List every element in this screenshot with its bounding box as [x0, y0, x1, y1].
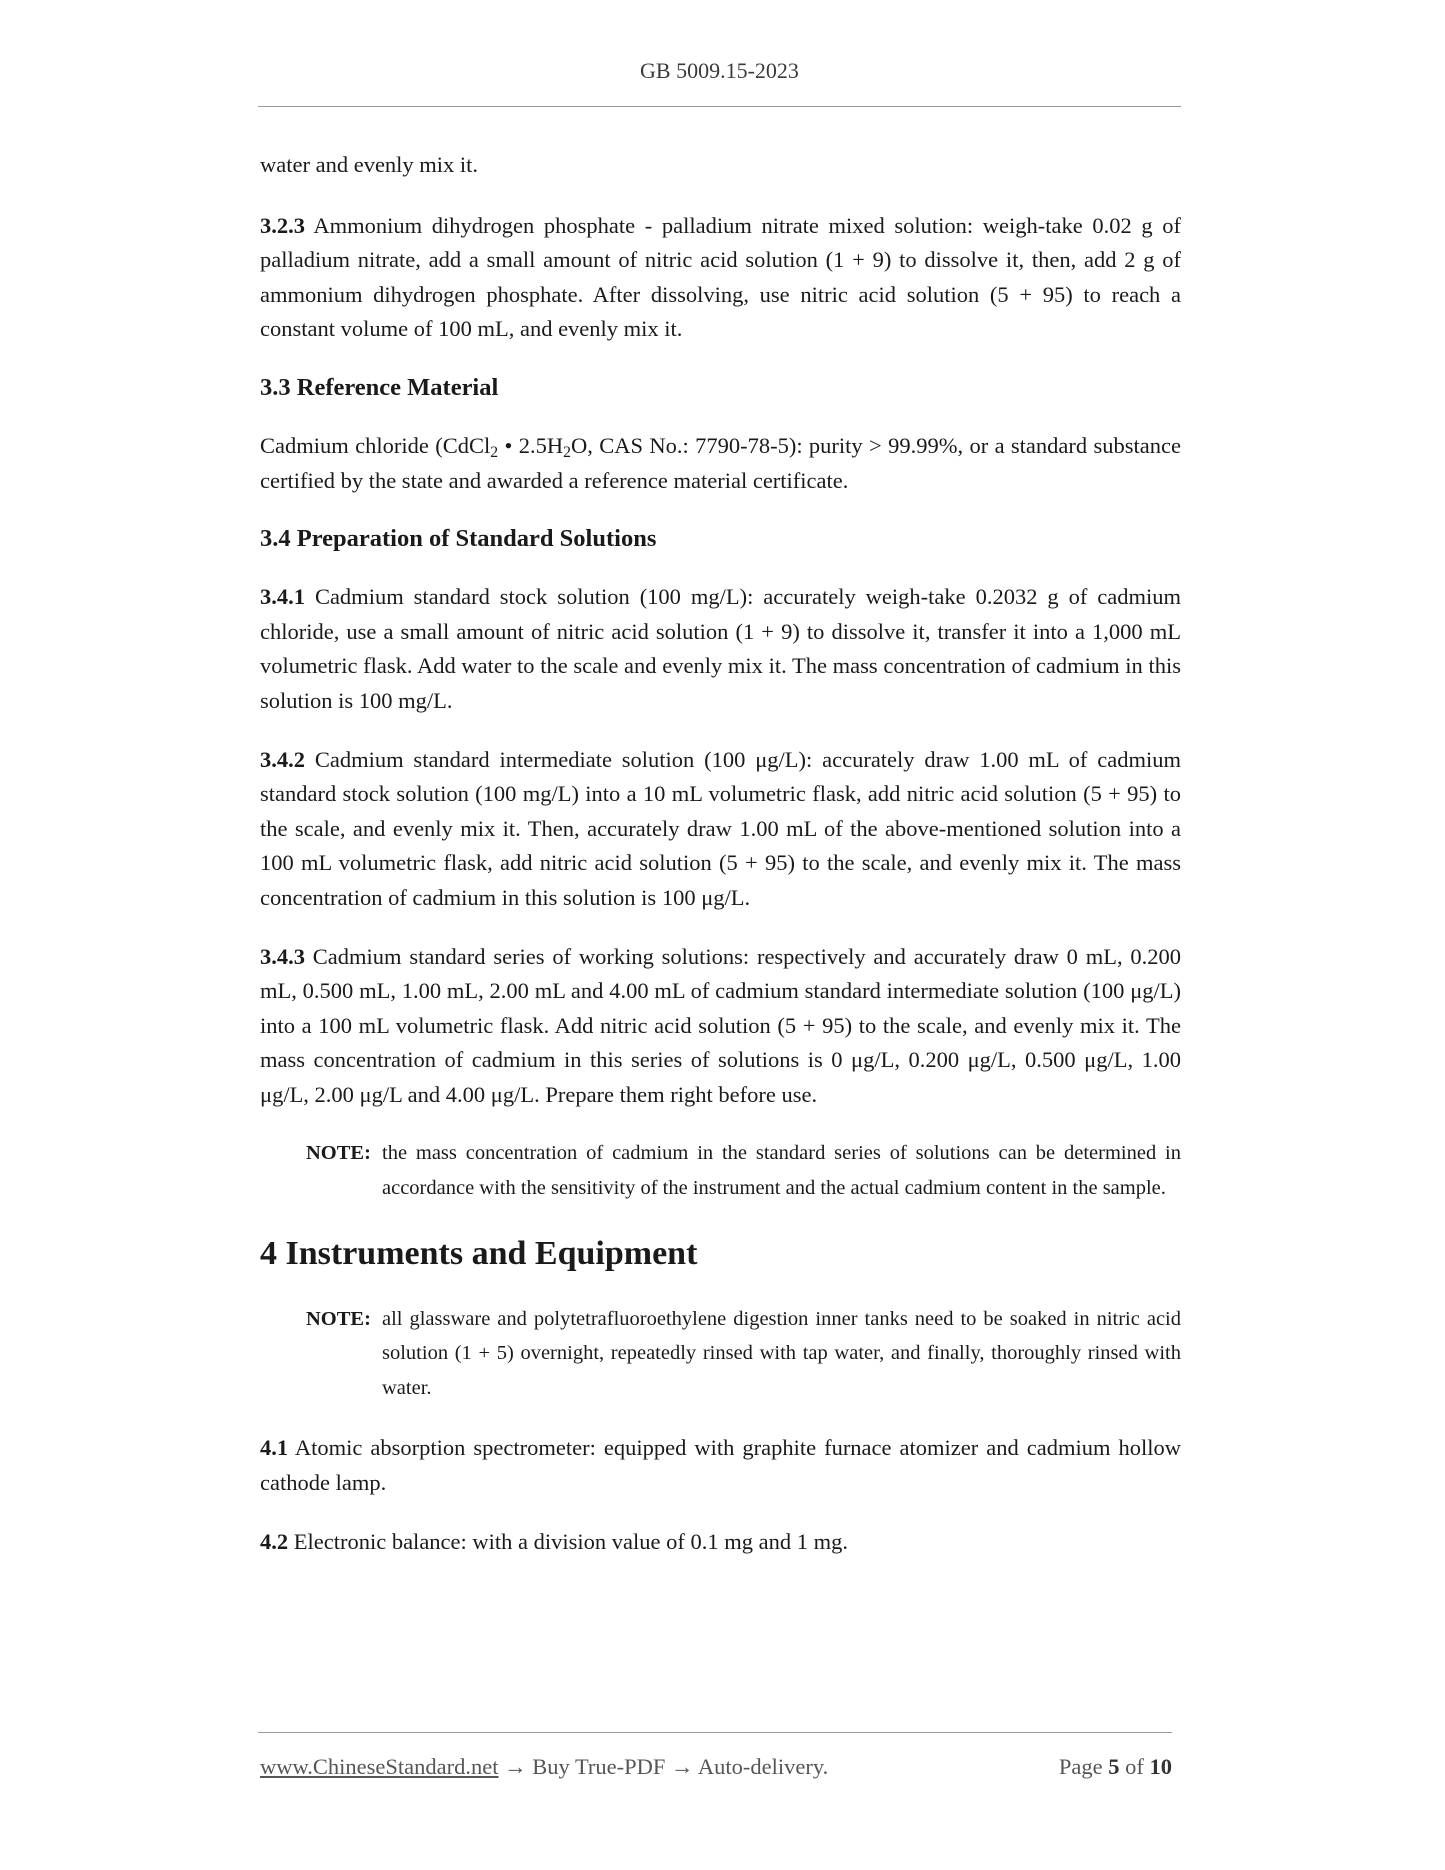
- header-divider: [258, 106, 1181, 107]
- clause-number: 3.4.3: [260, 943, 305, 969]
- section-heading-3-4: 3.4 Preparation of Standard Solutions: [260, 525, 657, 553]
- clause-text: Cadmium standard intermediate solution (100 μg/L): accurately draw 1.00 mL of cadmium standard stock solution (100 mg/L) into a 10 mL volumetric flask, add nitric acid solution (5 + 95) to the scale, and evenly mix it. Then, accurately draw 1.00 mL of the above-mentioned solution into a 100 mL volumetric flask, add nitric acid solution (5 + 95) to the scale, and evenly mix it. The mass concentration of cadmium in this solution is 100 μg/L.: [260, 746, 1181, 910]
- document-body: [260, 148, 1181, 1583]
- subscript: 2: [563, 443, 571, 461]
- note-glassware: [306, 1302, 1181, 1406]
- clause-3-4-1: [260, 580, 1181, 718]
- footer-promo-text: → Buy True-PDF → Auto-delivery.: [498, 1754, 829, 1779]
- clause-4-2: [260, 1525, 1181, 1560]
- chapter-heading-4: 4 Instruments and Equipment: [260, 1234, 698, 1272]
- clause-text: Cadmium standard stock solution (100 mg/L): accurately weigh-take 0.2032 g of cadmium chloride, use a small amount of nitric acid solution (1 + 9) to dissolve it, transfer it into a 1,000 mL volumetric flask. Add water to the scale and evenly mix it. The mass concentration of cadmium in this solution is 100 mg/L.: [260, 584, 1181, 713]
- clause-number: 4.1: [260, 1435, 289, 1461]
- note-standard-series: [306, 1136, 1181, 1205]
- clause-text: Ammonium dihydrogen phosphate - palladium nitrate mixed solution: weigh-take 0.02 g of palladium nitrate, add a small amount of nitric acid solution (1 + 9) to dissolve it, then, add 2 g of ammonium dihydrogen phosphate. After dissolving, use nitric acid solution (5 + 95) to reach a constant volume of 100 mL, and evenly mix it.: [260, 212, 1181, 342]
- page-number: [1059, 1754, 1172, 1780]
- clause-3-4-3: [260, 940, 1181, 1113]
- note-text: all glassware and polytetrafluoroethylene digestion inner tanks need to be soaked in nitric acid solution (1 + 5) overnight, repeatedly rinsed with tap water, and finally, thoroughly rinsed with water.: [382, 1307, 1181, 1399]
- section-heading-3-3: 3.3 Reference Material: [260, 373, 499, 401]
- footer-divider: [258, 1732, 1172, 1733]
- page-prefix: Page: [1058, 1754, 1109, 1779]
- clause-text: Electronic balance: with a division value of 0.1 mg and 1 mg.: [288, 1528, 848, 1554]
- page-total: 10: [1149, 1754, 1172, 1779]
- page-header-standard-code: GB 5009.15-2023: [640, 58, 799, 83]
- note-label: NOTE:: [306, 1307, 371, 1330]
- clause-number: 3.2.3: [260, 212, 305, 238]
- clause-text: Cadmium standard series of working solutions: respectively and accurately draw 0 mL, 0.200 mL, 0.500 mL, 1.00 mL, 2.00 mL and 4.00 mL of cadmium standard intermediate solution (100 μg/L) into a 100 mL volumetric flask. Add nitric acid solution (5 + 95) to the scale, and evenly mix it. The mass concentration of cadmium in this series of solutions is 0 μg/L, 0.200 μg/L, 0.500 μg/L, 1.00 μg/L, 2.00 μg/L and 4.00 μg/L. Prepare them right before use.: [260, 943, 1181, 1107]
- clause-text: Atomic absorption spectrometer: equipped with graphite furnace atomizer and cadmium hollow cathode lamp.: [260, 1435, 1181, 1496]
- note-label: NOTE:: [306, 1142, 371, 1165]
- clause-number: 3.4.2: [260, 746, 305, 772]
- clause-number: 3.4.1: [260, 584, 305, 610]
- page-current: 5: [1108, 1754, 1120, 1779]
- paragraph-reference-material: [260, 429, 1181, 498]
- subscript: 2: [490, 443, 499, 461]
- note-text: the mass concentration of cadmium in the standard series of solutions can be determined in accordance with the sensitivity of the instrument and the actual cadmium content in the sample.: [382, 1142, 1181, 1200]
- footer-promo: [260, 1754, 828, 1780]
- clause-4-1: [260, 1431, 1181, 1500]
- clause-3-4-2: [260, 743, 1181, 916]
- clause-number: 4.2: [260, 1528, 289, 1554]
- website-link[interactable]: www.ChineseStandard.net: [260, 1754, 499, 1779]
- intro-fragment: water and evenly mix it.: [260, 152, 479, 177]
- text-run: O, CAS No.: 7790-78-5): purity > 99.99%, or a standard substance certified by the state and awarded a reference material certificate.: [260, 432, 1181, 493]
- text-run: • 2.5H: [498, 432, 564, 458]
- text-run: Cadmium chloride (CdCl: [260, 432, 491, 458]
- page-of: of: [1119, 1754, 1150, 1779]
- clause-3-2-3: [260, 209, 1181, 347]
